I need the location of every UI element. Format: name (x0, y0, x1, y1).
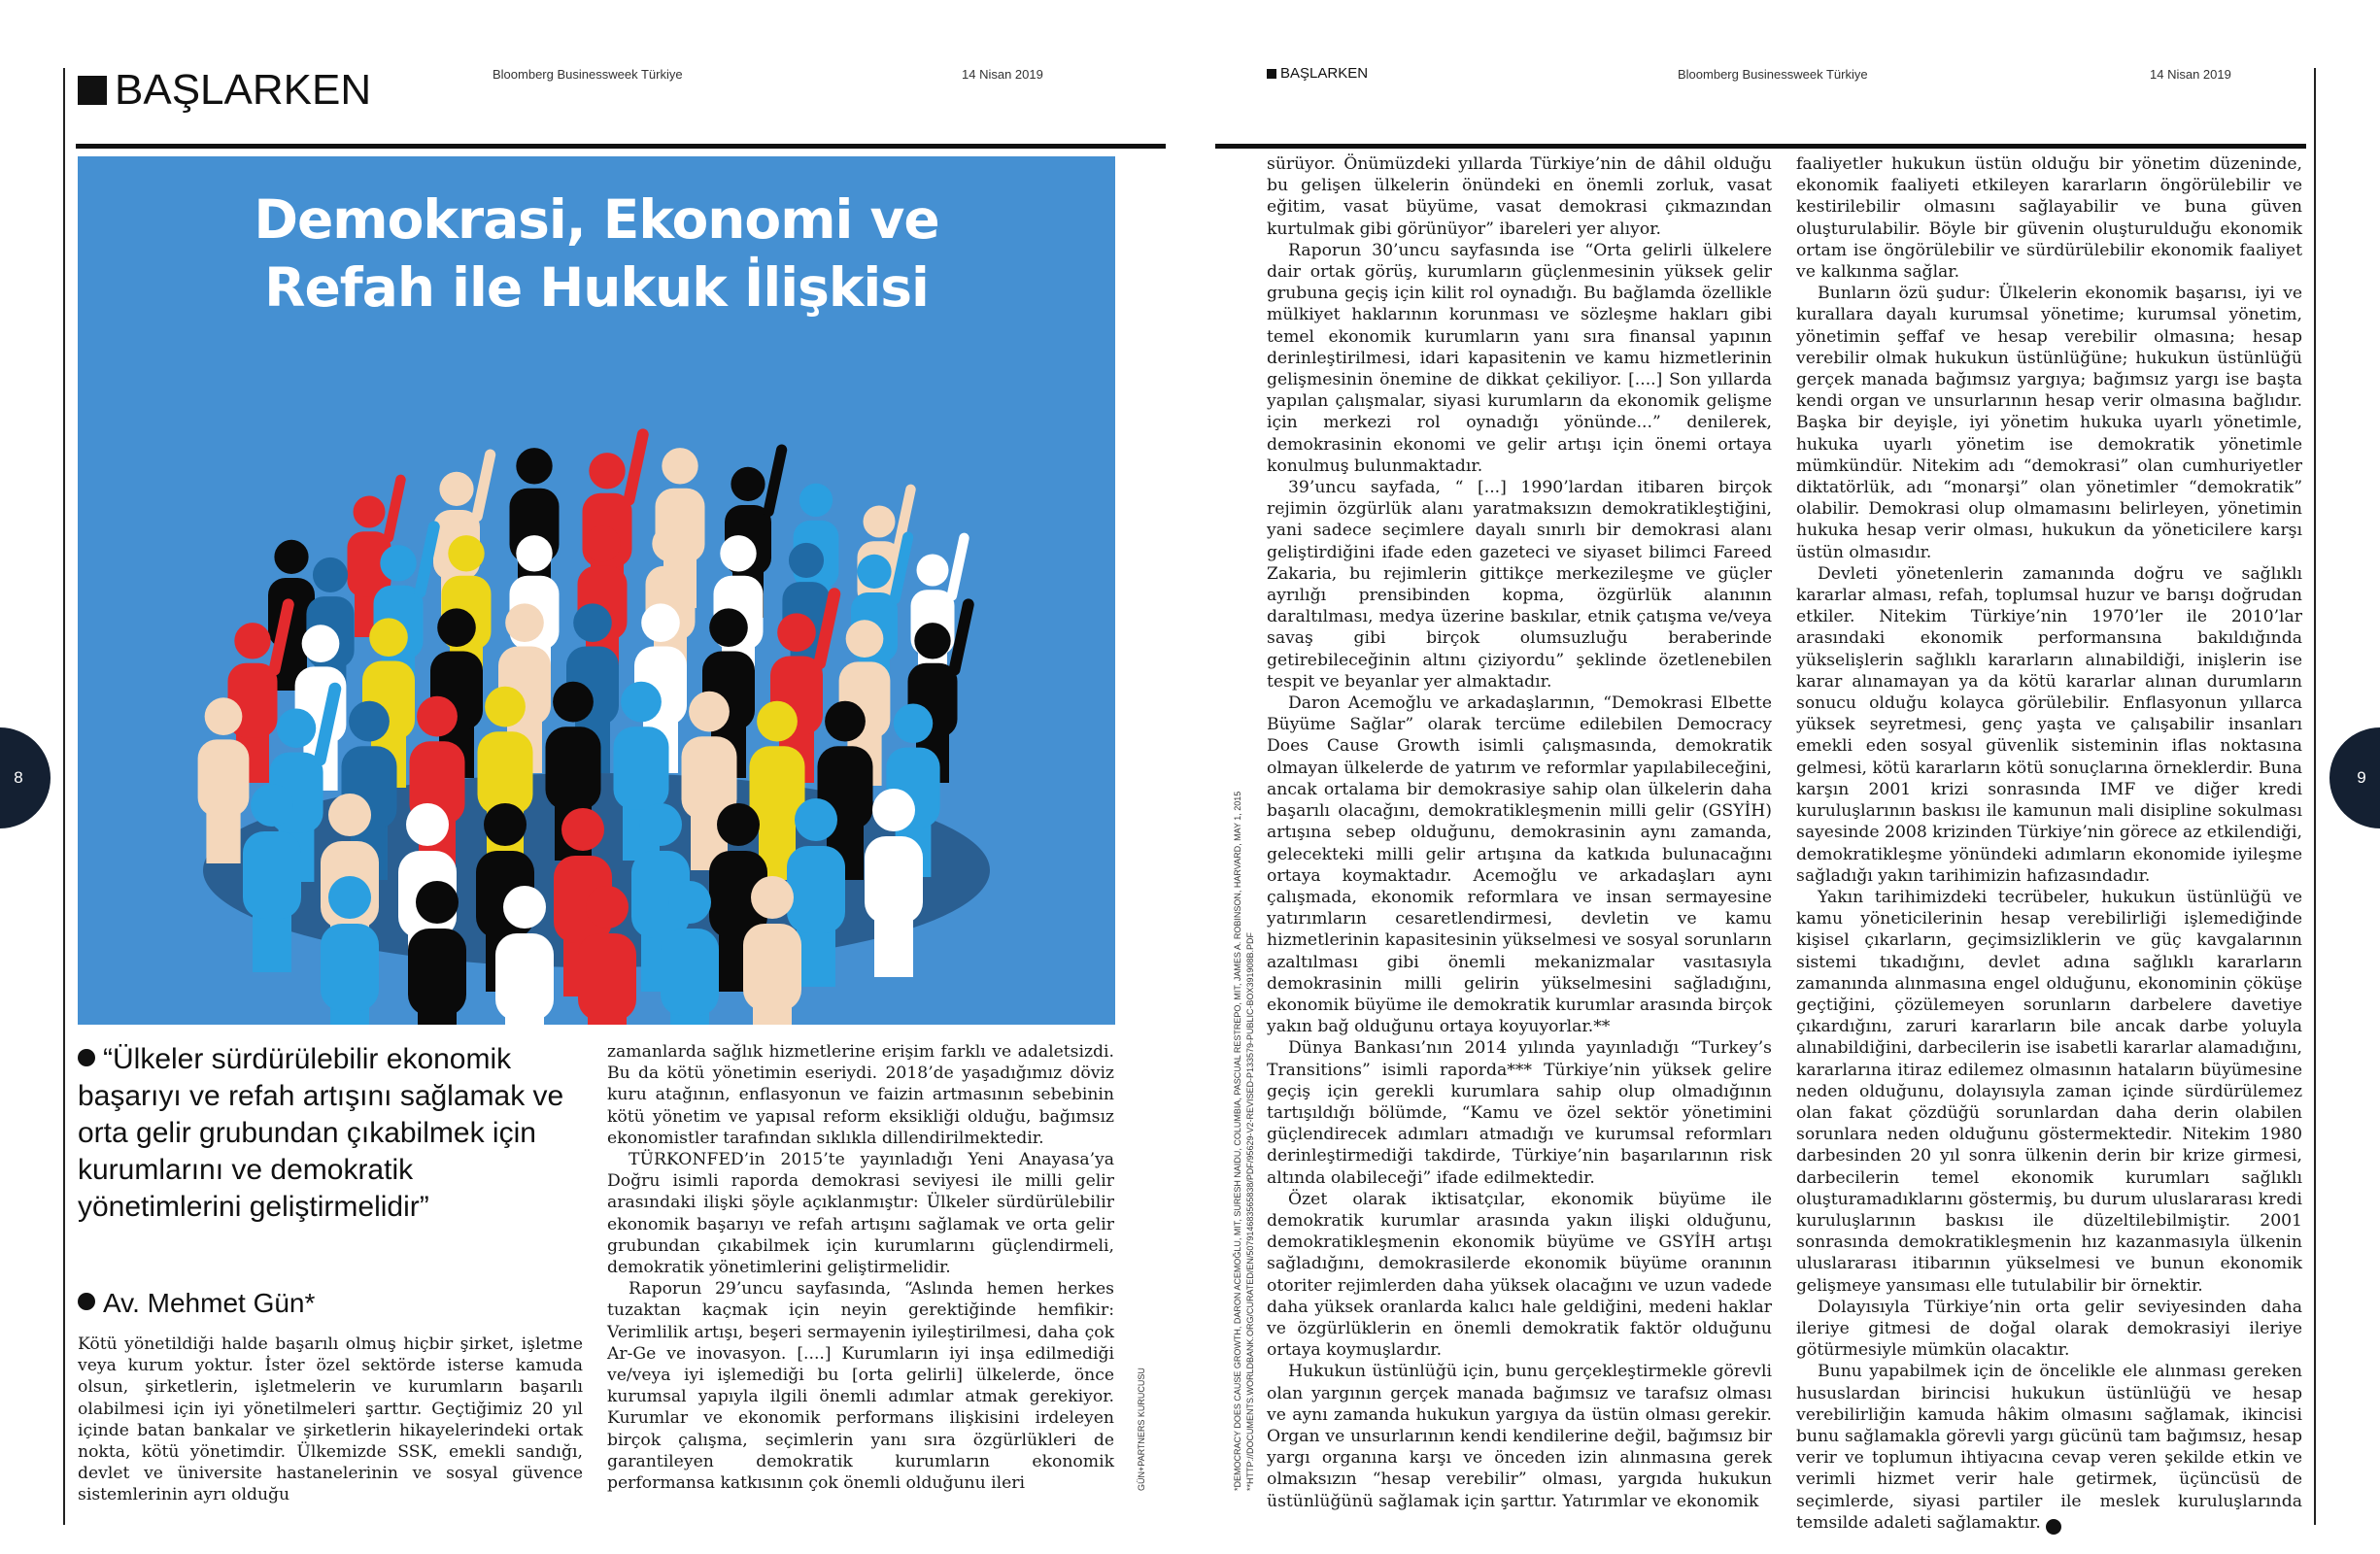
article-column-3 (1267, 153, 1772, 1512)
publication-name: Bloomberg Businessweek Türkiye (493, 67, 683, 82)
section-heading-small (1267, 65, 1368, 82)
page-number-right (2329, 727, 2380, 828)
article-paragraph: Hukukun üstünlüğü için, bunu gerçekleştirmekle görevli olan yargının gerçek manada bağımsız ve tarafsız olması ve aynı zamanda hukukun yargıya da üstün olması gerekir. Organ ve unsurlarının kendi kendilerine değil, bağımsız bir yargı organına karşı ve önceden izin alınmasına gerek olmaksızın “hesap verebilir” olması, yargıda hukukun üstünlüğünü sağlamak için şarttır. Yatırımlar ve ekonomik (1267, 1362, 1772, 1511)
article-paragraph: Yakın tarihimizdeki tecrübeler, hukukun üstünlüğü ve kamu yöneticilerinin hesap verebilirliği işlemediğinde kişisel çıkarların, geçimsizliklerin ve güç kavgalarının sistemi tıkadığını, devlet adına sağlıklı kararların zamanında alınmasına engel olduğunu, ekonominin çöküşe geçtiğini, çözülemeyen sorunların darbelere davetiye çıkardığını, zaruri kararların bile ancak darbe yoluyla alınabildiğini, darbecilerin ise isabetli kararlar alamadığını, kararlarına itiraz edilemez olmasının hataların büyümesine neden olduğunu, dolayısıyla zaman içinde sürdürülemez olan fakat çözdüğü sorunlardan daha derin olabilen sorunlara neden olduğunu göstermektedir. Nitekim 1980 darbesinden 20 yıl sonra ülkenin derin bir krize girmesi, darbecilerin temel ekonomik kurumları sağlıklı oluşturamadıklarını göstermiş, bu durum uluslararası kredi kuruluşlarının baskısı ile düzeltilebilmiştir. 2001 sonrasında demokratikleşmenin hız kazanmasıyla ülkenin uluslararası itibarının yükselmesi ve bunun ekonomik gelişmeye yansıması elle tutulabilir bir örnektir. (1796, 887, 2302, 1296)
person-figure (495, 886, 554, 1025)
article-paragraph: Bunların özü şudur: Ülkelerin ekonomik başarısı, iyi ve kurallara dayalı kurumsal yönetime; kurumsal yönetim, yönetimin şeffaf ve hesap verebilir olmasına; hesap verebilir olmak hukukun üstünlüğüne; hukukun üstünlüğü gerçek manada bağımsız yargıya; bağımsız yargı ise başta kendi organ ve unsurlarının hesap verir olmasına bağlıdır. Başka bir deyişle, iyi yönetim hukuka uyarlı yönetimle, hukuka uyarlı yönetim ise demokratik yönetimle mümkündür. Nitekim adı “demokrasi” olan cumhuriyetler diktatörlük, adı “monarşi” olan yönetimler “demokratik” olabilir. Demokrasi olup olmamasını belirleyen, yönetimin hukuka hesap verir olması, hukukun da yöneticilere karşı üstün olmasıdır. (1796, 284, 2302, 562)
article-column-1 (78, 1334, 583, 1506)
person-figure (408, 881, 466, 1025)
article-paragraph: Devleti yönetenlerin zamanında doğru ve sağlıklı kararlar alması, refah, toplumsal huzur ve barışı doğrudan etkiler. Nitekim Türkiye’nin 1970’ler ile 2010’lar arasındaki ekonomik performansına bakıldığında yükselişlerin sağlıklı kararların alınabildiği, inişlerin ise karar alınamayan ya da kötü kararlar alınan durumların sonucu olduğu kolayca görülebilir. Enflasyonun yıllarca yüksek seyretmesi, genç yaşta ve çalışabilir insanları emekli eden sosyal güvenlik sisteminin iflas noktasına gelmesi, kötü kararların kötü sonuçlarına örneklerdir. Buna karşın 2001 krizi sonrasında IMF ve diğer kredi kuruluşlarının baskısı ile kamunun mali disipline sokulması sayesinde 2008 krizinden Türkiye’nin görece az etkilendiği, demokratikleşme yönündeki adımların ekonomide iyileşme sağladığı yakın tarihimizin hafızasındadır. (1796, 563, 2302, 886)
article-paragraph: Özet olarak iktisatçılar, ekonomik büyüme ile demokratik kurumlar arasında yakın ilişki olduğunu, demokratikleşmenin ekonomik büyüme ve GSYİH artışı sağladığını, demokrasilerde ekonomik büyüme oranının otoriter rejimlerden daha yüksek olacağını ve uzun vadede daha yüksek oranlarda kalıcı hale geldiğini, medeni haklar ve özgürlüklerin en önemli demokratik faktör olduğunu ortaya koymuşlardır. (1267, 1189, 1772, 1361)
illustration-title-line1: Demokrasi, Ekonomi ve (254, 188, 939, 251)
bullet-icon (78, 1293, 95, 1310)
section-square-icon (1267, 69, 1276, 79)
article-paragraph: zamanlarda sağlık hizmetlerine erişim farklı ve adaletsizdi. Bu da kötü yönetimin eseriydi. 2018’de yaşadığımız döviz kuru atağının, enflasyonun ve faizin artmasının sebebinin kötü yönetim ve yapısal reform eksikliği olduğu, bağımsız ekonomistler tarafından sıklıkla dillendirilmektedir. (607, 1042, 1114, 1148)
person-figure (743, 876, 801, 1025)
section-title-small: BAŞLARKEN (1280, 65, 1369, 82)
section-square-icon (78, 76, 107, 105)
crowd-people-illustration (78, 156, 1115, 1025)
article-paragraph: 39’uncu sayfada, “ [...] 1990’lardan itibaren birçok rejimin özgürlük alanı yaratmaksızın demokratikleştiğini, yani sadece seçimlere dayalı sınırlı bir demokrasi alanı geliştirdiğini ifade eden gazeteci ve siyaset bilimci Fareed Zakaria, bu rejimlerin gittikçe merkezileşme ve güçler ayrılığı prensibinden kopma, özgürlük alanının daraltılması, medya üzerine baskılar, etnik çatışma ve/veya savaş gibi birçok olumsuzluğu beraberinde getirebileceğinin altını çiziyordu” şeklinde özetlenebilen tespit ve beyanlar yer almaktadır. (1267, 478, 1772, 692)
issue-date: 14 Nisan 2019 (2150, 67, 2231, 82)
header-rule (1215, 144, 2306, 149)
person-figure (661, 881, 719, 1025)
illustration-title-line2: Refah ile Hukuk İlişkisi (264, 256, 929, 319)
issue-date: 14 Nisan 2019 (962, 67, 1043, 82)
section-title: BAŞLARKEN (115, 66, 372, 114)
page-number-right-text: 9 (2357, 768, 2366, 787)
header-rule (76, 144, 1166, 149)
footnote-2: **HTTP://DOCUMENTS.WORLDBANK.ORG/CURATED/EN/507914683565838/PDF/95629-V2-REVISED-P133579-PUBLIC-BOX391908B.PDF (1245, 931, 1255, 1491)
person-figure (578, 886, 636, 1025)
pull-quote (78, 1041, 583, 1226)
article-column-4 (1796, 153, 2302, 1535)
article-paragraph: Dolayısıyla Türkiye’nin orta gelir seviyesinden daha ileriye gitmesi de doğal olarak demokrasiyi ileriye götürmesiyle mümkün olacaktır. (1796, 1297, 2302, 1361)
article-paragraph: Dünya Bankası’nın 2014 yılında yayınladığı “Turkey’s Transitions” isimli raporda*** Türkiye’nin yüksek gelire geçiş için gerekli kurumlara sahip olup olmadığının tartışıldığı bölümde, “Kamu ve özel sektör yönetimini güçlendirecek adımları atmadığı ve kurumsal reformları derinleştirmediği takdirde, Türkiye’nin başarılarının risk altında olabileceği” ifade edilmektedir. (1267, 1038, 1772, 1188)
photo-credit: GÜN+PARTNERS KURUCUSU (1137, 1368, 1146, 1491)
section-heading (78, 66, 371, 115)
pull-quote-text: “Ülkeler sürdürülebilir ekonomik başarıyı ve refah artışını sağlamak ve orta gelir grubundan çıkabilmek için kurumlarını ve demokratik yönetimlerini geliştirmelidir” (78, 1043, 564, 1223)
cover-illustration (78, 156, 1115, 1025)
right-page (1190, 0, 2380, 1554)
end-mark-icon: B (2046, 1519, 2061, 1535)
article-paragraph: Bunu yapabilmek için de öncelikle ele alınması gereken hususlardan birincisi hukukun üstünlüğü ve hesap verebilirliğin kamuda hâkim olmasını sağlamak, ikincisi bunu sağlamakla görevli yargı gücünü tam bağımsız, hesap verir ve toplumun ihtiyacına cevap veren şekilde etkin ve verimli hizmet verir hale getirmek, üçüncüsü de seçimlerde, siyasi partiler ile meslek kuruluşlarında temsilde adaleti sağlamaktır. B (1796, 1362, 2302, 1533)
page-number-left (0, 727, 51, 828)
footnote-1: *DEMOCRACY DOES CAUSE GROWTH, DARON ACEMOĞLU, MIT, SURESH NAIDU, COLUMBIA, PASCUAL RESTREPO, MIT, JAMES A. ROBINSON, HARVARD, MAY 1, 2015 (1233, 791, 1242, 1491)
page-edge-rule (63, 68, 65, 1525)
article-paragraph: TÜRKONFED’in 2015’te yayınladığı Yeni Anayasa’ya Doğru isimli raporda demokrasi seviyesi ile milli gelir arasındaki ilişki şöyle açıklanmıştır: Ülkeler sürdürülebilir ekonomik başarıyı ve refah artışını sağlamak ve orta gelir grubundan çıkabilmek için kurumlarını güçlendirmeli, demokratik yönetimlerini geliştirmelidir. (607, 1150, 1114, 1278)
article-paragraph: Raporun 29’uncu sayfasında, “Aslında hemen herkes tuzaktan kaçmak için neyin gerektiğinde hemfikir: Verimlilik artışı, beşeri sermayenin iyileştirilmesi, daha çok Ar-Ge ve inovasyon. [....] Kurumların iyi inşa edilmediği ve/veya iyi işlemediği bu [orta gelirli] ülkelerde, önce kurumsal yapıyla ilgili önemli adımlar atmak gerekiyor. Kurumlar ve ekonomik performans ilişkisini irdeleyen birçok çalışma, seçimlerin yanı sıra özgürlükleri de garantileyen demokratik kurumların ekonomik performansa katkısının çok önemli olduğunu ileri (607, 1279, 1114, 1494)
publication-name: Bloomberg Businessweek Türkiye (1678, 67, 1868, 82)
page-number-left-text: 8 (14, 768, 23, 787)
person-figure (321, 876, 379, 1025)
article-column-2 (607, 1041, 1114, 1494)
bullet-icon (78, 1049, 95, 1066)
article-paragraph: sürüyor. Önümüzdeki yıllarda Türkiye’nin de dâhil olduğu bu gelişen ülkelerin önündeki en önemli zorluk, vasat eğitim, vasat büyüme, vasat demokrasi çıkmazından kurtulmak gibi görünüyor” ibareleri yer alıyor. (1267, 154, 1772, 239)
article-paragraph: faaliyetler hukukun üstün olduğu bir yönetim düzeninde, ekonomik faaliyeti etkileyen kararların öngörülebilir ve kestirilebilir olmasını sağlayabilir ve buna güven oluşturulabilir. Böyle bir güvenin oluşturulduğu ekonomik ortam ise öngörülebilir ve sürdürülebilir ekonomik faaliyet ve kalkınma sağlar. (1796, 154, 2302, 283)
author-byline (78, 1288, 315, 1319)
page-edge-rule (2314, 68, 2316, 1525)
article-paragraph: Kötü yönetildiği halde başarılı olmuş hiçbir şirket, işletme veya kurum yoktur. İster özel sektörde isterse kamuda olsun, şirketlerin, işletmelerin ve kurumların başarılı olabilmesi için iyi yönetilmeleri şarttır. Geçtiğimiz 20 yıl içinde batan bankalar ve şirketlerin hikayelerindeki ortak nokta, kötü yönetimdir. Ülkemizde SSK, emekli sandığı, devlet ve üniversite hastanelerinin ve sosyal güvence sistemlerinin ayrı olduğu (78, 1334, 583, 1505)
author-name: Av. Mehmet Gün* (103, 1288, 316, 1318)
article-paragraph: Daron Acemoğlu ve arkadaşlarının, “Demokrasi Elbette Büyüme Sağlar” olarak tercüme edilebilen Democracy Does Cause Growth isimli çalışmasında, demokratik olmayan ülkelerde de yatırım ve reformlar yapılabileceğini, ancak ortalama bir demokrasiye sahip olan ülkelerin daha başarılı olacağını, demokratikleşmenin milli gelir (GSYİH) artışına sebep olduğunu, demokrasinin aynı zamanda, gelecekteki milli gelir artışına da katkıda bulunacağını ortaya koymaktadır. Acemoğlu ve arkadaşları aynı çalışmada, ekonomik reformlara ve insan sermayesine yatırımların cesaretlendirmesi, devletin ve kamu hizmetlerinin kapasitesinin yükselmesi ve sosyal sorunların azaltılması gibi önemli mekanizmalar vasıtasıyla demokrasinin milli gelirin yükselmesini sağladığını, ekonomik büyüme ile demokratik kurumlar arasında birçok yakın bağ olduğunu ortaya koyuyorlar.** (1267, 693, 1772, 1037)
article-paragraph: Raporun 30’uncu sayfasında ise “Orta gelirli ülkelere dair ortak görüş, kurumların güçlenmesinin yüksek gelir grubuna geçiş için kilit rol oynadığı. Bu bağlamda özellikle mülkiyet haklarının korunması ve sözleşme hakları gibi temel ekonomik kurumların yanı sıra finansal yapının derinleştirilmesi, idari kapasitenin ve kamu hizmetlerinin gelişmesinin önemine de dikkat çekiliyor. [....] Son yıllarda yapılan çalışmalar, siyasi kurumların da ekonomik gelişme için merkezi rol oynadığı yönünde...” denilerek, demokrasinin ekonomi ve gelir artışı için önemi ortaya konulmuş bulunmaktadır. (1267, 240, 1772, 476)
